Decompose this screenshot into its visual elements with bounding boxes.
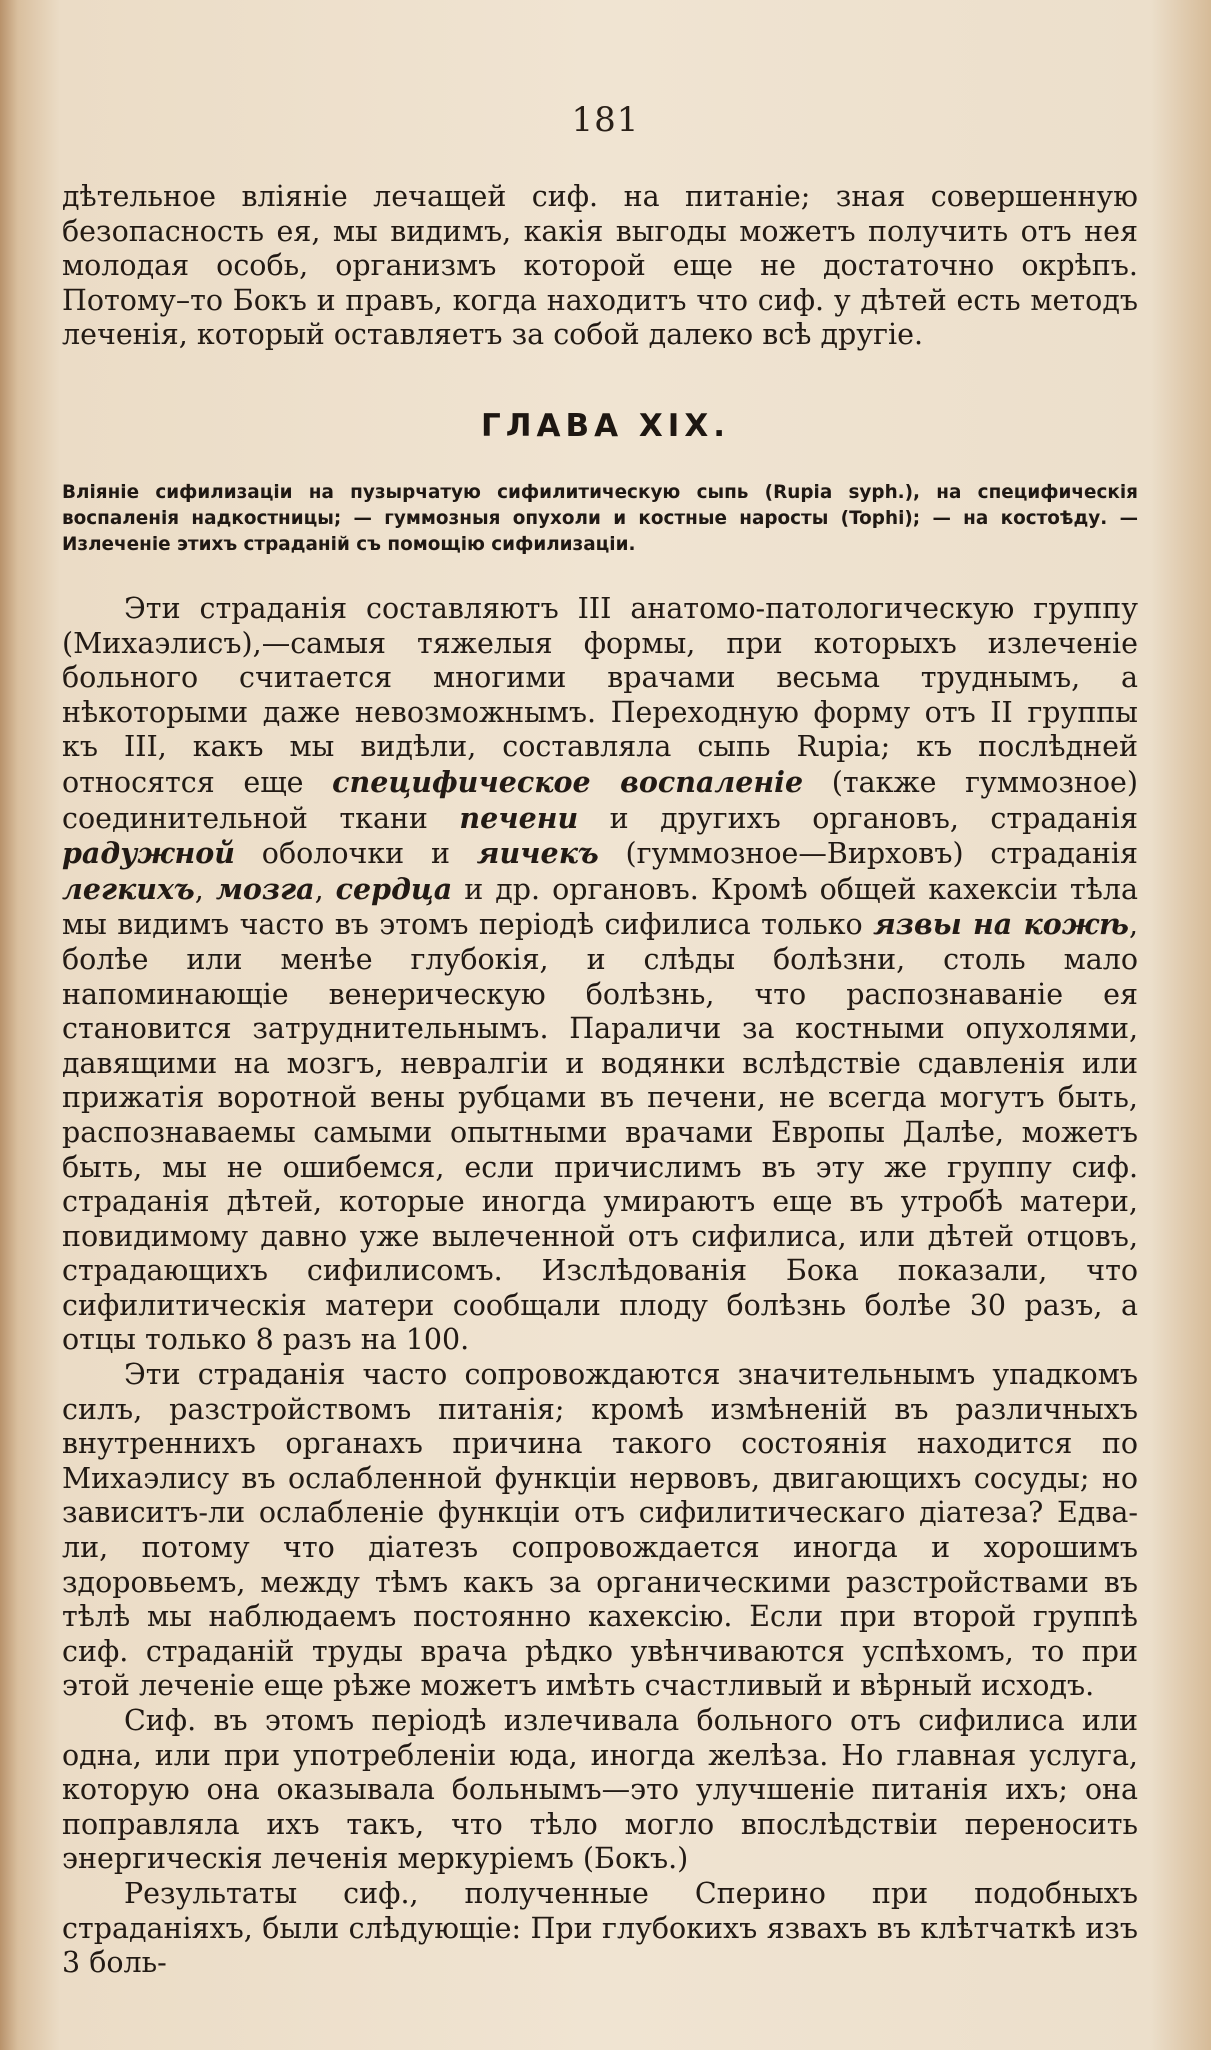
- p1-text: и другихъ органовъ, страданiя: [578, 801, 1138, 835]
- p1-text: оболочки и: [234, 837, 477, 871]
- paragraph-4: Результаты сиф., полученные Сперино при подобныхъ страданiяхъ, были слѣдующiе: При глубокихъ язвахъ въ клѣтчаткѣ изъ 3 боль-: [62, 1876, 1138, 1980]
- p1-text: , болѣе или менѣе глубокiя, и слѣды болѣзни, столь мало напоминающiе венерическую болѣзнь, что распознаванiе ея становится затруднительнымъ. Параличи за костными опухолями, давящими на мозгъ, невралгiи и водянки вслѣдствiе сдавленiя или прижатiя воротной вены рубцами въ печени, не всегда могутъ быть, распознаваемы самыми опытными врачами Европы Далѣе, можетъ быть, мы не ошибемся, если причислимъ въ эту же группу сиф. страданiя дѣтей, которые иногда умираютъ еще въ утробѣ матери, повидимому давно уже вылеченной отъ сифилиса, или дѣтей отцовъ, страдающихъ сифилисомъ. Изслѣдованiя Бока показали, что сифилитическiя матери сообщали плоду болѣзнь болѣе 30 разъ, а отцы только 8 разъ на 100.: [62, 908, 1138, 1357]
- chapter-summary: Влiянiе сифилизацiи на пузырчатую сифилитическую сыпь (Rupia syph.), на специфическiя воспаленiя надкостницы; — гуммозныя опухоли и костные наросты (Tophi); — на костоѣду. — Излеченiе этихъ страданiй съ помощiю сифилизацiи.: [62, 482, 1138, 555]
- p1-emphasis: яичекъ: [476, 836, 599, 871]
- p1-emphasis: специфическое воспаленiе: [332, 764, 804, 799]
- p1-emphasis: мозга: [215, 871, 315, 906]
- p1-emphasis: язвы на кожѣ: [873, 907, 1129, 942]
- intro-paragraph: [62, 180, 1138, 353]
- p1-emphasis: печени: [459, 800, 579, 835]
- paragraph-2: Эти страданiя часто сопровождаются значительнымъ упадкомъ силъ, разстройствомъ питанiя; кромѣ измѣненiй въ различныхъ внутреннихъ органахъ причина такого состоянiя находится по Михаэлису въ ослабленной функцiи нервовъ, двигающихъ сосуды; но зависитъ-ли ослабленiе функцiи отъ сифилитическаго дiатеза? Едва-ли, потому что дiатезъ сопровождается иногда и хорошимъ здоровьемъ, между тѣмъ какъ за органическими разстройствами въ тѣлѣ мы наблюдаемъ постоянно кахексiю. Если при второй группѣ сиф. страданiй труды врача рѣдко увѣнчиваются успѣхомъ, то при этой леченiе еще рѣже можетъ имѣть счастливый и вѣрный исходъ.: [62, 1358, 1138, 1703]
- p1-text: ,: [194, 872, 216, 906]
- p1-text: Эти страданiя составляютъ III анатомо-патологическую группу (Михаэлисъ),—самыя тяжелыя формы, при которыхъ излеченiе больного считается многими врачами весьма труднымъ, а нѣкоторыми даже невозможнымъ. Переходную форму отъ II группы къ III, какъ мы видѣли, составляла сыпь Rupia; къ послѣдней относятся еще: [62, 592, 1138, 799]
- chapter-title: ГЛАВА XIX.: [480, 408, 731, 444]
- page-number: 181: [571, 100, 640, 140]
- main-text: [62, 592, 1138, 1981]
- p1-text: (также гуммозное) соединительной ткани: [62, 765, 1139, 835]
- paragraph-3: Сиф. въ этомъ перiодѣ излечивала больного отъ сифилиса или одна, или при употребленiи юда, иногда желѣза. Но главная услуга, которую она оказывала больнымъ—это улучшенiе питанiя ихъ; она поправляла ихъ такъ, что тѣло могло впослѣдствiи переносить энергическiя леченiя меркурiемъ (Бокъ.): [62, 1704, 1138, 1876]
- intro-text: дѣтельное влiянiе лечащей сиф. на питанiе; зная совершенную безопасность ея, мы видимъ, какiя выгоды можетъ получить отъ нея молодая особь, организмъ которой еще не достаточно окрѣпъ. Потому–то Бокъ и правъ, когда находитъ что сиф. у дѣтей есть методъ леченiя, который оставляетъ за собой далеко всѣ другiе.: [62, 180, 1138, 352]
- paragraph-1: [62, 592, 1138, 1358]
- p1-text: (гуммозное—Вирховъ) страданiя: [598, 837, 1138, 871]
- p1-emphasis: радужной: [62, 836, 235, 871]
- p1-emphasis: сердца: [335, 871, 453, 906]
- p1-text: ,: [314, 872, 336, 906]
- p1-text: и др. органовъ. Кромѣ общей кахексiи тѣла мы видимъ часто въ этомъ перiодѣ сифилиса только: [62, 872, 1138, 942]
- p1-emphasis: легкихъ: [62, 871, 195, 906]
